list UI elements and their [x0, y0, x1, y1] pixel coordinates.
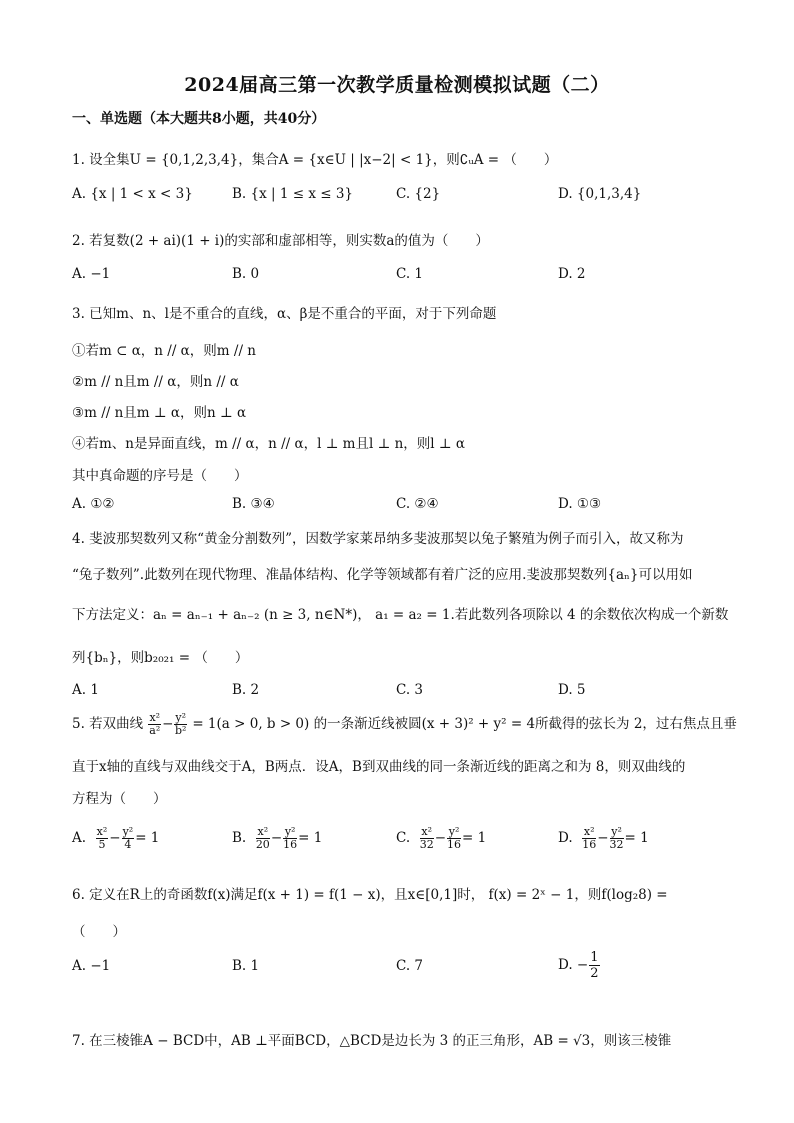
q1-option-b: B. {x | 1 ≤ x ≤ 3} [232, 186, 354, 202]
q3-option-c: C. ②④ [396, 496, 439, 512]
q3-proposition-1: ①若m ⊂ α，n // α，则m // n [72, 343, 256, 359]
section-heading: 一、单选题（本大题共8小题，共40分） [72, 111, 326, 127]
q5-hyperbola-x-term: $\frac{\text{x²}}{\text{a²}}$ [149, 711, 161, 737]
q2-option-d: D. 2 [558, 266, 586, 282]
q6-option-a: A. −1 [72, 958, 111, 974]
question-2-stem: 2. 若复数(2 + ai)(1 + i)的实部和虚部相等，则实数a的值为（ ） [72, 233, 489, 249]
q3-proposition-2: ②m // n且m // α，则n // α [72, 374, 239, 390]
q5-option-a: A. $\frac{\text{x²}}{5}$ − $\frac{\text{y²}}{4}$ = 1 [72, 825, 160, 851]
q1-option-a: A. {x | 1 < x < 3} [72, 186, 193, 202]
question-5-line-1: 5. 若双曲线 $\frac{\text{x²}}{\text{a²}}$ − $\frac{\text{y²}}{\text{b²}}$ = 1(a > 0, b > 0) 的一条渐近线被圆(x + 3)² + y² = 4所截得的弦长为 2，过右焦点且垂 [72, 711, 737, 737]
q3-option-b: B. ③④ [232, 496, 275, 512]
q5-line-1-rest: = 1(a > 0, b > 0) 的一条渐近线被圆(x + 3)² + y² = 4所截得的弦长为 2，过右焦点且垂 [192, 716, 737, 732]
question-4-line-4: 列{bₙ}，则b₂₀₂₁ = （ ） [72, 650, 249, 666]
q4-option-d: D. 5 [558, 682, 586, 698]
q4-option-a: A. 1 [72, 682, 99, 698]
q5-option-b: B. $\frac{\text{x²}}{20}$ − $\frac{\text{y²}}{16}$ = 1 [232, 825, 323, 851]
question-5-line-3: 方程为（ ） [72, 791, 167, 807]
q6-option-b: B. 1 [232, 958, 260, 974]
q3-proposition-4: ④若m、n是异面直线，m // α，n // α，l ⊥ m且l ⊥ n，则l ⊥ α [72, 436, 465, 452]
q2-option-a: A. −1 [72, 266, 111, 282]
question-4-line-1: 4. 斐波那契数列又称“黄金分割数列”，因数学家莱昂纳多斐波那契以兔子繁殖为例子而引入，故又称为 [72, 531, 684, 547]
q3-option-d: D. ①③ [558, 496, 602, 512]
q5-intro: 5. 若双曲线 [72, 716, 144, 732]
question-5-line-2: 直于x轴的直线与双曲线交于A，B两点．设A，B到双曲线的同一条渐近线的距离之和为 8，则双曲线的 [72, 759, 686, 775]
q1-option-d: D. {0,1,3,4} [558, 186, 642, 202]
q2-option-c: C. 1 [396, 266, 424, 282]
question-6-line-1: 6. 定义在R上的奇函数f(x)满足f(x + 1) = f(1 − x)，且x∈[0,1]时， f(x) = 2ˣ − 1，则f(log₂8) = [72, 887, 668, 903]
q6-option-c: C. 7 [396, 958, 424, 974]
question-6-line-2: （ ） [72, 924, 126, 940]
question-4-line-2: “兔子数列”.此数列在现代物理、准晶体结构、化学等领域都有着广泛的应用.斐波那契数列{aₙ}可以用如 [72, 567, 693, 583]
q4-option-c: C. 3 [396, 682, 424, 698]
page-title: 2024届高三第一次教学质量检测模拟试题（二） [184, 74, 610, 96]
question-3-stem: 3. 已知m、n、l是不重合的直线，α、β是不重合的平面，对于下列命题 [72, 306, 497, 322]
q3-question: 其中真命题的序号是（ ） [72, 468, 248, 484]
question-4-line-3: 下方法定义：aₙ = aₙ₋₁ + aₙ₋₂ (n ≥ 3, n∈N*)， a₁ = a₂ = 1.若此数列各项除以 4 的余数依次构成一个新数 [72, 607, 729, 623]
q6-option-d: D. − $\frac{1}{2}$ [558, 950, 599, 981]
q5-option-d: D. $\frac{\text{x²}}{16}$ − $\frac{\text{y²}}{32}$ = 1 [558, 825, 649, 851]
question-1-stem: 1. 设全集U = {0,1,2,3,4}，集合A = {x∈U | |x−2| < 1}，则∁ᵤA = （ ） [72, 152, 558, 168]
q5-hyperbola-y-term: $\frac{\text{y²}}{\text{b²}}$ [174, 711, 187, 737]
q3-proposition-3: ③m // n且m ⊥ α，则n ⊥ α [72, 405, 247, 421]
q3-option-a: A. ①② [72, 496, 115, 512]
question-7-line-1: 7. 在三棱锥A − BCD中，AB ⊥平面BCD，△BCD是边长为 3 的正三角形，AB = √3，则该三棱锥 [72, 1033, 672, 1049]
q1-option-c: C. {2} [396, 186, 441, 202]
q4-option-b: B. 2 [232, 682, 260, 698]
q2-option-b: B. 0 [232, 266, 260, 282]
q5-option-c: C. $\frac{\text{x²}}{32}$ − $\frac{\text{y²}}{16}$ = 1 [396, 825, 487, 851]
